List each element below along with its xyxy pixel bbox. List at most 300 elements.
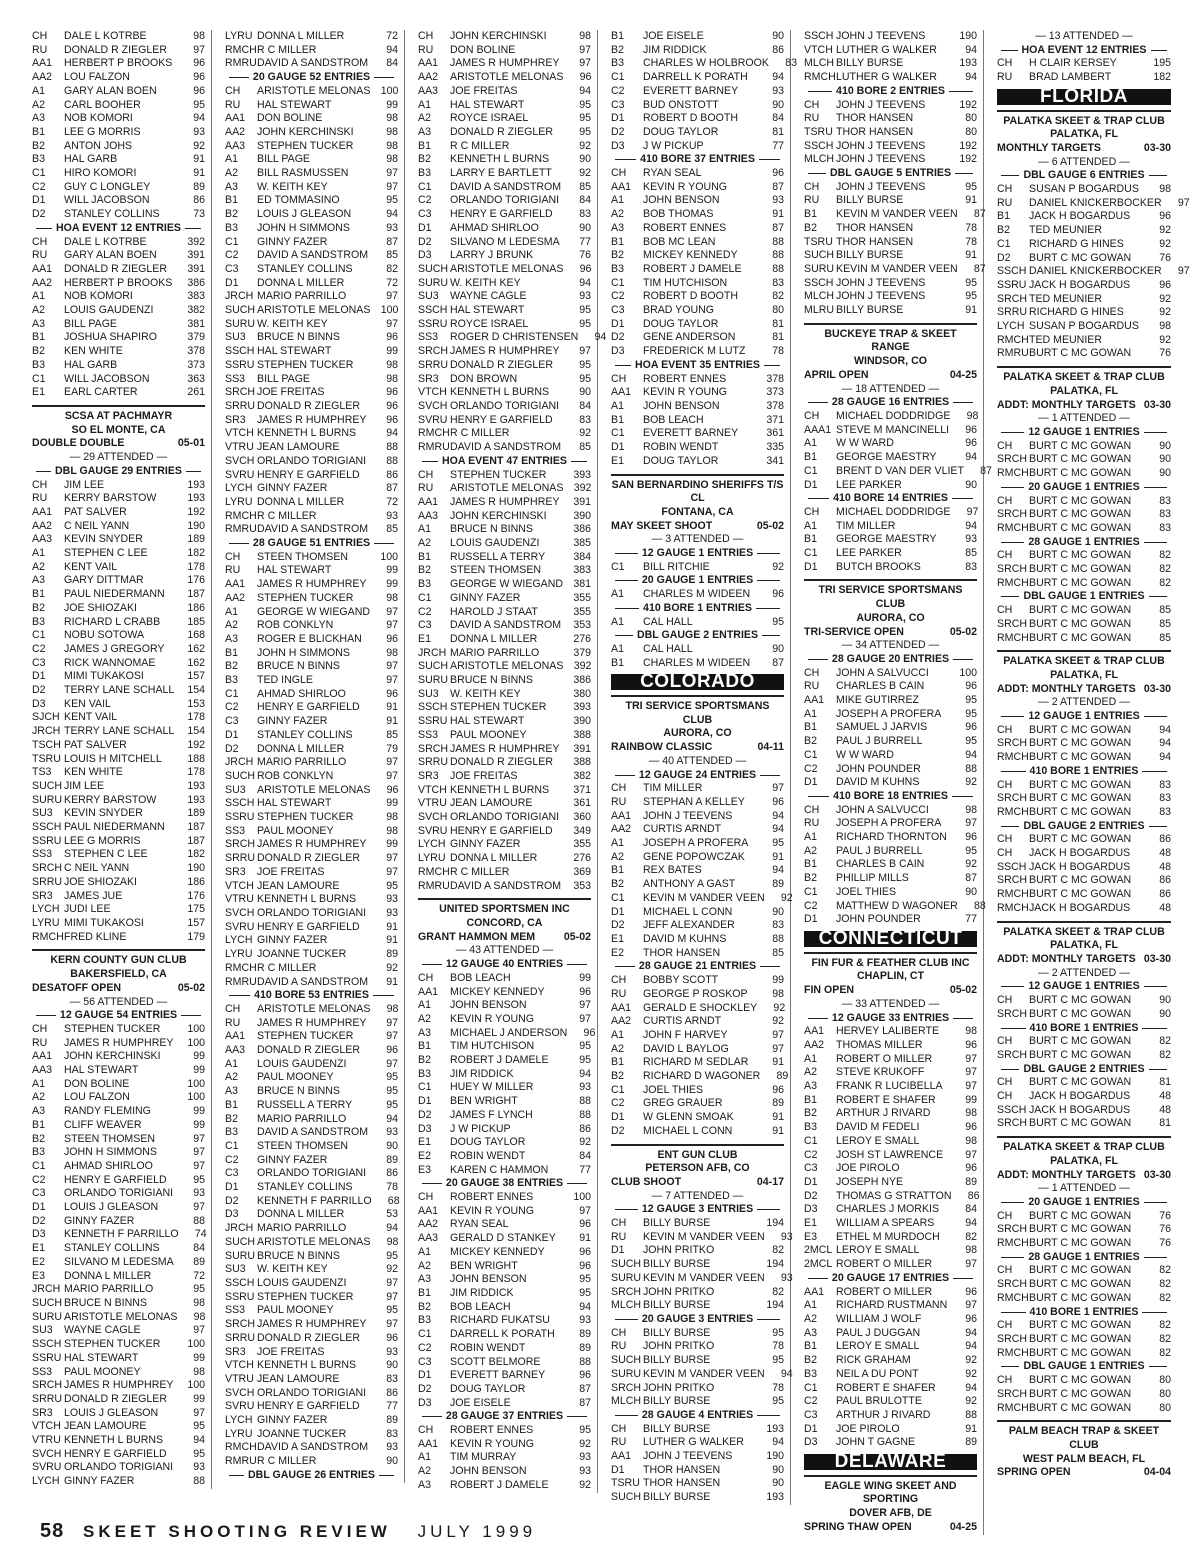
shooter-name: DONALD R ZIEGLER [450, 756, 554, 769]
score: 186 [187, 875, 205, 888]
result-row [32, 359, 205, 373]
class-code: D1 [611, 317, 625, 330]
class-code: C1 [418, 591, 432, 604]
score: 178 [187, 766, 205, 779]
score: 93 [386, 509, 398, 522]
class-code: A1 [804, 437, 817, 450]
score: 98 [965, 803, 977, 816]
class-code: RMCH [997, 333, 1029, 346]
score: 78 [772, 345, 784, 358]
score: 97 [965, 1148, 977, 1161]
class-code: A1 [32, 290, 45, 303]
class-code: A1 [418, 523, 431, 536]
class-code: RMRU [418, 441, 450, 454]
result-row [225, 1195, 398, 1209]
score: 100 [187, 1077, 205, 1090]
score: 95 [579, 304, 591, 317]
score: 48 [1159, 901, 1171, 914]
score: 90 [386, 1139, 398, 1152]
shooter-name: LARRY E BARTLETT [450, 167, 552, 180]
class-code: B3 [611, 262, 624, 275]
score: 98 [386, 646, 398, 659]
class-code: SS3 [418, 728, 439, 741]
result-row [611, 643, 784, 657]
shooter-name: RICHARD L CRABB [64, 615, 161, 628]
class-code: CH [32, 235, 48, 248]
shoot-title [611, 520, 784, 534]
score: 93 [780, 1271, 793, 1284]
shooter-name: CAL HALL [643, 642, 693, 655]
score: 94 [386, 43, 398, 56]
class-code: C1 [611, 276, 625, 289]
score: 185 [187, 615, 205, 628]
score: 82 [1159, 549, 1171, 562]
event-header-label: 28 GAUGE 20 ENTRIES [831, 652, 950, 665]
class-code: CH [997, 847, 1013, 860]
rule-left [615, 1409, 638, 1416]
shooter-name: STEEN THOMSEN [450, 564, 542, 577]
result-row [418, 1205, 591, 1219]
score: 99 [193, 1105, 205, 1118]
score: 95 [579, 98, 591, 111]
shooter-name: THOR HANSEN [836, 125, 914, 138]
result-row [804, 547, 977, 561]
score: 392 [187, 235, 205, 248]
class-code: A1 [804, 831, 817, 844]
class-code: RMCH [225, 961, 257, 974]
result-row [32, 780, 205, 794]
result-row [32, 588, 205, 602]
shooter-name: KEVIN M VANDER VEEN [643, 1367, 765, 1380]
class-code: D2 [32, 1214, 46, 1227]
score: 92 [1159, 306, 1171, 319]
shooter-name: THOMAS G STRATTON [836, 1189, 952, 1202]
shooter-name: DAVID A SANDSTROM [257, 249, 369, 262]
shooter-name: TIM HUTCHISON [450, 1040, 535, 1053]
shooter-name: TIM HUTCHISON [643, 276, 728, 289]
result-row [611, 331, 784, 345]
result-row [804, 721, 977, 735]
result-row [32, 561, 205, 575]
score: 94 [579, 1300, 591, 1313]
class-code: CH [32, 478, 48, 491]
result-row [418, 825, 591, 839]
score: 95 [579, 317, 591, 330]
result-row [32, 629, 205, 643]
score: 94 [1159, 737, 1171, 750]
score: 86 [1159, 874, 1171, 887]
score: 92 [193, 139, 205, 152]
class-code: D1 [804, 1422, 818, 1435]
shoot-name: DESATOFF OPEN [32, 981, 122, 994]
shooter-name: H CLAIR KERSEY [1029, 57, 1117, 70]
result-row [225, 140, 398, 154]
class-code: SVCH [418, 399, 448, 412]
shooter-name: GINNY FAZER [450, 591, 521, 604]
shooter-name: FREDERICK M LUTZ [643, 345, 746, 358]
shooter-name: STEEN THOMSEN [257, 1139, 349, 1152]
event-header [611, 1409, 784, 1423]
shooter-name: BURT C MC GOWAN [1029, 1076, 1132, 1089]
score: 48 [1159, 860, 1171, 873]
shooter-name: JOHN BENSON [643, 399, 720, 412]
shooter-name: ORLANDO TORIGIANI [257, 1167, 367, 1180]
class-code: SURU [804, 262, 835, 275]
score: 96 [965, 1121, 977, 1134]
shooter-name: BILL PAGE [257, 372, 310, 385]
score: 97 [386, 769, 398, 782]
shooter-name: SAMUEL J JARVIS [836, 721, 928, 734]
score: 48 [1159, 1090, 1171, 1103]
shooter-name: THOMAS MILLER [836, 1038, 923, 1051]
rule-right [567, 958, 587, 965]
class-code: B3 [225, 674, 238, 687]
shooter-name: KEVIN M VANDER VEEN [836, 208, 958, 221]
result-row [32, 44, 205, 58]
class-code: SRCH [997, 617, 1028, 630]
class-code: B2 [611, 249, 624, 262]
score: 88 [772, 235, 784, 248]
event-header-label: 28 GAUGE 37 ENTRIES [445, 1410, 564, 1423]
score: 93 [579, 1465, 591, 1478]
shooter-name: BURT C MC GOWAN [1029, 792, 1132, 805]
rule-left [36, 222, 52, 229]
attendance: — 6 ATTENDED — [1038, 155, 1130, 168]
shooter-name: GARY ALAN BOEN [64, 84, 157, 97]
score: 192 [187, 505, 205, 518]
result-row [32, 85, 205, 99]
score: 100 [573, 1191, 591, 1204]
score: 93 [386, 221, 398, 234]
class-code: B2 [32, 139, 45, 152]
score: 94 [965, 43, 977, 56]
shooter-name: JACK H BOGARDUS [1029, 901, 1131, 914]
result-row [32, 506, 205, 520]
class-code: B2 [225, 208, 238, 221]
shooter-name: KENNETH F PARRILLO [64, 1228, 179, 1241]
shooter-name: HIRO KOMORI [64, 167, 137, 180]
result-row [32, 1119, 205, 1133]
shooter-name: JOE PIROLO [836, 1422, 900, 1435]
club-location: PALATKA, FL [1050, 128, 1118, 141]
event-header [997, 765, 1171, 779]
result-row [32, 1133, 205, 1147]
class-code: CH [997, 57, 1013, 70]
score: 93 [386, 1345, 398, 1358]
results-column [611, 30, 797, 1505]
event-header [997, 1306, 1171, 1320]
score: 393 [573, 468, 591, 481]
class-code: D1 [225, 1181, 239, 1194]
class-code: B2 [997, 224, 1010, 237]
shooter-name: BURT C MC GOWAN [1029, 508, 1132, 521]
shooter-name: GEORGE MAESTRY [836, 451, 937, 464]
result-row [225, 304, 398, 318]
result-row [611, 1258, 784, 1272]
score: 76 [1159, 1237, 1171, 1250]
class-code: E1 [32, 386, 45, 399]
score: 386 [573, 523, 591, 536]
result-row [225, 359, 398, 373]
score: 98 [1159, 183, 1171, 196]
result-row [32, 1146, 205, 1160]
event-header-label: 28 GAUGE 51 ENTRIES [252, 537, 371, 550]
score: 83 [772, 919, 784, 932]
event-header-label: DBL GAUGE 2 ENTRIES [1023, 819, 1145, 832]
score: 94 [386, 208, 398, 221]
score: 92 [386, 961, 398, 974]
score: 100 [187, 1022, 205, 1035]
result-row [804, 831, 977, 845]
class-code: AA1 [418, 57, 439, 70]
score: 98 [193, 1310, 206, 1323]
score: 92 [780, 891, 793, 904]
rule-left [422, 958, 442, 965]
result-row [32, 1187, 205, 1201]
class-code: AA1 [418, 1204, 439, 1217]
shooter-name: KENNETH F PARRILLO [257, 1194, 372, 1207]
result-row [611, 1125, 784, 1139]
shooter-name: BURT C MC GOWAN [1029, 994, 1132, 1007]
result-row [32, 1160, 205, 1174]
score: 378 [766, 399, 784, 412]
score: 88 [579, 1095, 591, 1108]
score: 98 [579, 30, 591, 42]
event-header-label: HOA EVENT 47 ENTRIES [442, 454, 567, 467]
score: 162 [187, 656, 205, 669]
score: 82 [772, 1244, 784, 1257]
club-location: CONCORD, CA [466, 917, 543, 929]
score: 91 [193, 167, 205, 180]
score: 276 [573, 852, 591, 865]
class-code: D2 [804, 1189, 818, 1202]
class-code: C1 [418, 1328, 432, 1341]
shooter-name: DAVID A SANDSTROM [257, 1126, 369, 1139]
score: 98 [386, 1002, 399, 1015]
class-code: SS3 [418, 331, 439, 344]
score: 96 [965, 423, 978, 436]
result-row [32, 1215, 205, 1229]
score: 48 [1159, 847, 1171, 860]
score: 88 [965, 1408, 977, 1421]
shooter-name: RANDY FLEMING [64, 1105, 151, 1118]
score: 188 [187, 752, 205, 765]
result-row [418, 756, 591, 770]
class-code: E1 [611, 454, 624, 467]
score: 99 [386, 98, 398, 111]
score: 81 [1159, 1076, 1171, 1089]
shooter-name: DOUG TAYLOR [643, 454, 719, 467]
shooter-name: JOE EISELE [450, 1396, 511, 1409]
shooter-name: DON BROWN [450, 372, 518, 385]
score: 97 [386, 605, 399, 618]
club-location: DOVER AFB, DE [849, 1507, 932, 1520]
class-code: A1 [611, 642, 624, 655]
result-row [611, 455, 784, 469]
class-code: A2 [32, 304, 45, 317]
rule-left [1001, 1306, 1026, 1313]
class-code: A3 [225, 180, 238, 193]
result-row [611, 1230, 793, 1245]
score: 68 [387, 1194, 400, 1207]
result-row [997, 806, 1171, 820]
class-code: CH [997, 778, 1013, 791]
score: 95 [193, 1447, 205, 1460]
result-row [611, 414, 784, 428]
shooter-name: ORLANDO TORIGIANI [450, 811, 560, 824]
score: 85 [386, 249, 398, 262]
event-header-label: 12 GAUGE 3 ENTRIES [641, 1203, 754, 1216]
result-row [418, 1273, 591, 1287]
shooter-name: DAVID A SANDSTROM [257, 523, 369, 536]
score: 97 [386, 317, 398, 330]
shooter-name: BILLY BURSE [643, 1491, 711, 1504]
result-row [418, 331, 607, 345]
result-row [32, 1023, 205, 1037]
score: 82 [1159, 1332, 1171, 1345]
class-code: A3 [225, 632, 238, 645]
shoot-name: ADDT: MONTHLY TARGETS [997, 953, 1136, 965]
class-code: RU [804, 817, 820, 830]
score: 98 [386, 372, 398, 385]
result-row [611, 837, 784, 851]
shooter-name: BILLY BURSE [643, 1299, 711, 1312]
result-row [32, 739, 205, 753]
shooter-name: BURT C MC GOWAN [1029, 723, 1132, 736]
score: 388 [573, 756, 591, 769]
club-name: SCSA AT PACHMAYR [64, 409, 173, 422]
score: 95 [772, 1326, 784, 1339]
shooter-name: STEPHEN TUCKER [257, 1290, 354, 1303]
class-code: A1 [804, 519, 817, 532]
shooter-name: AHMAD SHIRLOO [450, 221, 539, 234]
result-row [418, 318, 591, 332]
score: 95 [772, 1395, 784, 1408]
class-code: B3 [32, 153, 45, 166]
class-code: C3 [32, 1187, 46, 1200]
shoot-title [32, 982, 205, 996]
class-code: B3 [804, 1367, 817, 1380]
score: 192 [959, 98, 977, 111]
score: 97 [386, 852, 398, 865]
class-code: MLCH [804, 290, 835, 303]
score: 195 [1153, 57, 1171, 70]
result-row [611, 194, 784, 208]
score: 92 [579, 1136, 591, 1149]
rule-left [1001, 536, 1024, 543]
result-row [225, 1373, 398, 1387]
shooter-name: DONNA L MILLER [257, 495, 345, 508]
result-row [225, 564, 398, 578]
shooter-name: JOHN J TEEVENS [836, 30, 926, 42]
shooter-name: AHMAD SHIRLOO [257, 687, 346, 700]
rule-left [229, 71, 249, 78]
club-location: WEST PALM BEACH, FL [1022, 1452, 1146, 1465]
class-code: A2 [611, 1042, 624, 1055]
shooter-name: HENRY E GARFIELD [450, 413, 553, 426]
shooter-name: TED MEUNIER [1029, 292, 1102, 305]
shooter-name: TERRY LANE SCHALL [64, 725, 175, 738]
score: 84 [579, 1149, 591, 1162]
shooter-name: KEVIN SNYDER [64, 533, 143, 546]
shooter-name: DONNA L MILLER [450, 852, 538, 865]
result-row [418, 44, 591, 58]
result-row [804, 886, 977, 900]
score: 93 [772, 194, 784, 207]
rule-right [953, 1012, 973, 1019]
result-row [611, 236, 784, 250]
class-code: SURU [32, 1310, 63, 1323]
shooter-name: SUSAN P BOGARDUS [1029, 320, 1139, 333]
class-code: RU [804, 194, 820, 207]
shooter-name: KEN WHITE [64, 345, 123, 358]
result-row [32, 249, 205, 263]
result-row [418, 797, 591, 811]
score: 96 [965, 721, 977, 734]
rule-right [756, 602, 780, 609]
event-header-label: 12 GAUGE 1 ENTRIES [641, 547, 754, 560]
result-row [225, 208, 398, 222]
result-row [32, 1297, 205, 1311]
class-code: A1 [611, 588, 624, 601]
class-code: E2 [418, 1149, 431, 1162]
results-column [804, 30, 992, 1535]
class-code: CH [32, 30, 48, 42]
result-row [804, 1135, 977, 1149]
class-code: SR3 [32, 889, 53, 902]
class-code: SRRU [225, 399, 256, 412]
class-code: SSCH [225, 345, 255, 358]
score: 97 [579, 57, 591, 70]
score: 97 [966, 505, 979, 518]
result-row [32, 848, 205, 862]
result-row [32, 725, 205, 739]
class-code: LYCH [225, 482, 253, 495]
class-code: RU [804, 112, 820, 125]
result-row [32, 1352, 205, 1366]
shooter-name: JOHN H SIMMONS [257, 221, 350, 234]
shooter-name: JIM RIDDICK [450, 1286, 514, 1299]
event-header [997, 536, 1171, 550]
shooter-name: ROBERT ENNES [643, 221, 727, 234]
shooter-name: KEN VAIL [64, 697, 111, 710]
club-location: PALATKA, FL [1050, 939, 1118, 952]
rule-left [1001, 980, 1024, 987]
class-code: SRCH [997, 1387, 1028, 1400]
result-row [997, 751, 1171, 765]
score: 98 [386, 1235, 399, 1248]
class-code: CH [611, 1422, 627, 1435]
shooter-name: EVERETT BARNEY [450, 1369, 546, 1382]
score: 93 [579, 1451, 591, 1464]
class-code: C3 [804, 1162, 818, 1175]
result-row [997, 522, 1171, 536]
shooter-name: LOUIS GAUDENZI [257, 1057, 347, 1070]
class-code: C2 [32, 642, 46, 655]
result-row [225, 1140, 398, 1154]
result-row [804, 44, 977, 58]
class-code: CH [804, 505, 820, 518]
class-code: C1 [225, 235, 239, 248]
class-code: CH [418, 971, 434, 984]
shooter-name: J W PICKUP [643, 139, 704, 152]
result-row [804, 845, 977, 859]
shooter-name: DAVID A SANDSTROM [450, 619, 562, 632]
score: 82 [1159, 1035, 1171, 1048]
score: 82 [772, 290, 784, 303]
rule-right [571, 455, 587, 462]
class-code: CH [997, 833, 1013, 846]
